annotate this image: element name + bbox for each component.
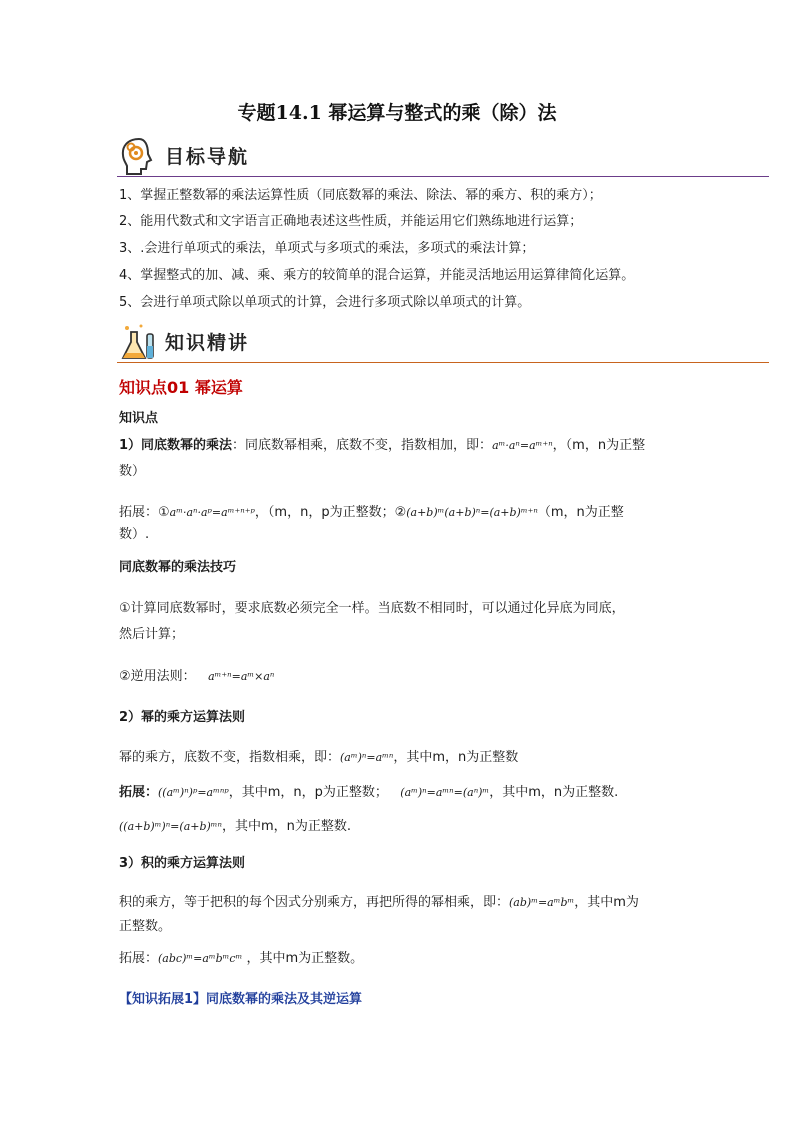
- rule-3-line: 积的乘方，等于把积的每个因式分别乘方，再把所得的幂相乘，即：(ab)ᵐ=aᵐbᵐ，其中m为: [119, 895, 639, 910]
- goal-item: 1、掌握正整数幂的乘法运算性质（同底数幂的乘法、除法、幂的乘方、积的乘方）；: [119, 188, 602, 203]
- formula: (ab)ᵐ=aᵐbᵐ: [509, 896, 575, 909]
- extension-1-cont: 数）.: [119, 527, 150, 542]
- tip-2: ②逆用法则： aᵐ⁺ⁿ=aᵐ×aⁿ: [119, 669, 275, 684]
- extension-3-line: ((a+b)ᵐ)ⁿ=(a+b)ᵐⁿ，其中m，n为正整数.: [119, 819, 352, 834]
- goals-header: [117, 136, 769, 176]
- formula: ((a+b)ᵐ)ⁿ=(a+b)ᵐⁿ: [119, 820, 223, 833]
- goal-item: 3、.会进行单项式的乘法，单项式与多项式的乘法，多项式的乘法计算；: [119, 241, 535, 256]
- formula: aᵐ·aⁿ=aᵐ⁺ⁿ: [492, 439, 553, 452]
- tip-1: ①计算同底数幂时，要求底数必须完全一样。当底数不相同时，可以通过化异底为同底，: [119, 601, 625, 616]
- rule-3-cont: 正整数。: [119, 919, 172, 934]
- rule-1-head: 1）同底数幂的乘法: [119, 438, 233, 453]
- tip-1-cont: 然后计算；: [119, 627, 185, 642]
- goals-divider: [117, 176, 769, 177]
- knowledge-divider: [117, 362, 769, 363]
- extension-4-line: 拓展：(abc)ᵐ=aᵐbᵐcᵐ ，其中m为正整数。: [119, 951, 364, 966]
- goal-item: 5、会进行单项式除以单项式的计算，会进行多项式除以单项式的计算。: [119, 295, 531, 310]
- formula: aᵐ·aⁿ·aᵖ=aᵐ⁺ⁿ⁺ᵖ: [169, 506, 255, 519]
- knowledge-label: 知识精讲: [165, 332, 250, 354]
- example-title: 【知识拓展1】同底数幂的乘法及其逆运算: [119, 992, 363, 1007]
- formula: (a+b)ᵐ(a+b)ⁿ=(a+b)ᵐ⁺ⁿ: [406, 506, 538, 519]
- kp-label: 知识点: [119, 411, 159, 426]
- formula: (aᵐ)ⁿ=aᵐⁿ: [340, 751, 394, 764]
- goal-item: 2、能用代数式和文字语言正确地表述这些性质，并能运用它们熟练地进行运算；: [119, 214, 583, 229]
- goals-label: 目标导航: [165, 146, 250, 168]
- rule-1-cont: 数）: [119, 464, 146, 479]
- flask-icon: [117, 322, 159, 362]
- knowledge-header: [117, 322, 769, 362]
- rule-2-title: 2）幂的乘方运算法则: [119, 710, 246, 725]
- formula: aᵐ⁺ⁿ=aᵐ×aⁿ: [208, 670, 275, 683]
- formula: (aᵐ)ⁿ=aᵐⁿ=(aⁿ)ᵐ: [400, 786, 490, 799]
- extension-1-line: 拓展：①aᵐ·aⁿ·aᵖ=aᵐ⁺ⁿ⁺ᵖ，（m，n，p为正整数；②(a+b)ᵐ(a+b)ⁿ=(a+b)ᵐ⁺ⁿ（m，n为正整: [119, 505, 624, 520]
- extension-2-line: 拓展：((aᵐ)ⁿ)ᵖ=aᵐⁿᵖ，其中m，n，p为正整数； (aᵐ)ⁿ=aᵐⁿ=(aⁿ)ᵐ，其中m，n为正整数.: [119, 785, 619, 800]
- rule-1-line: 1）同底数幂的乘法：同底数幂相乘，底数不变，指数相加，即：aᵐ·aⁿ=aᵐ⁺ⁿ，（m，n为正整: [119, 438, 646, 453]
- page-title: 专题14.1 幂运算与整式的乘（除）法: [237, 102, 557, 124]
- rule-2-line: 幂的乘方，底数不变，指数相乘，即：(aᵐ)ⁿ=aᵐⁿ，其中m，n为正整数: [119, 750, 519, 765]
- formula: ((aᵐ)ⁿ)ᵖ=aᵐⁿᵖ: [158, 786, 229, 799]
- goal-item: 4、掌握整式的加、减、乘、乘方的较简单的混合运算，并能灵活地运用运算律简化运算。: [119, 268, 635, 283]
- tip-title: 同底数幂的乘法技巧: [119, 560, 237, 575]
- head-gears-icon: [117, 136, 159, 176]
- rule-3-title: 3）积的乘方运算法则: [119, 856, 246, 871]
- knowledge-point-title: 知识点01 幂运算: [119, 378, 243, 397]
- formula: (abc)ᵐ=aᵐbᵐcᵐ: [158, 952, 243, 965]
